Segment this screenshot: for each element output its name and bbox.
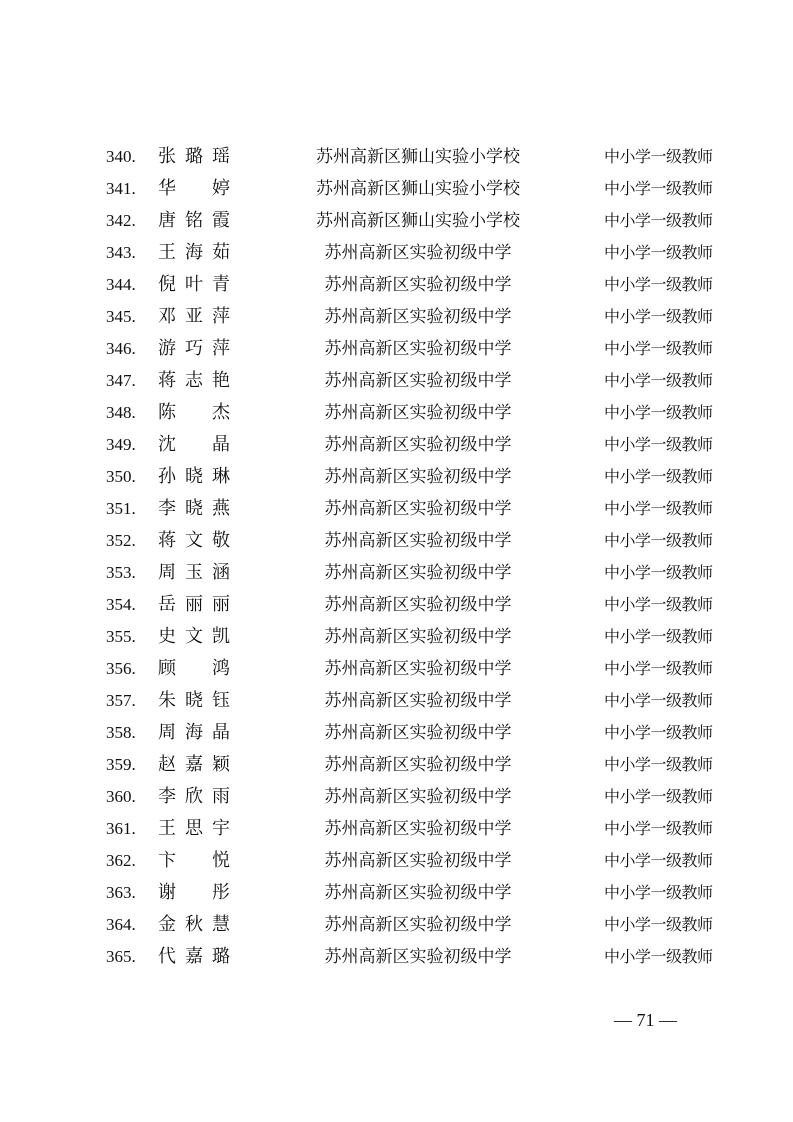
- teacher-name: 王 海 茹: [158, 242, 230, 263]
- row-number: 348.: [106, 403, 136, 422]
- school-name: 苏州高新区狮山实验小学校: [316, 147, 520, 167]
- row-number: 353.: [106, 563, 136, 582]
- teacher-title: 中小学一级教师: [604, 467, 713, 486]
- school-name: 苏州高新区实验初级中学: [324, 659, 512, 679]
- roster-row: [0, 301, 793, 333]
- roster-row: [0, 877, 793, 909]
- roster-row: [0, 621, 793, 653]
- teacher-name: 周 玉 涵: [158, 562, 230, 583]
- school-name: 苏州高新区实验初级中学: [324, 435, 512, 455]
- teacher-name: 赵 嘉 颖: [158, 754, 230, 775]
- teacher-title: 中小学一级教师: [604, 243, 713, 262]
- teacher-title: 中小学一级教师: [604, 819, 713, 838]
- roster-row: [0, 685, 793, 717]
- row-number: 359.: [106, 755, 136, 774]
- teacher-title: 中小学一级教师: [604, 435, 713, 454]
- row-number: 362.: [106, 851, 136, 870]
- teacher-name: 岳 丽 丽: [158, 594, 230, 615]
- school-name: 苏州高新区实验初级中学: [324, 883, 512, 903]
- row-number: 356.: [106, 659, 136, 678]
- roster-row: [0, 909, 793, 941]
- roster-row: [0, 717, 793, 749]
- school-name: 苏州高新区实验初级中学: [324, 531, 512, 551]
- teacher-title: 中小学一级教师: [604, 307, 713, 326]
- row-number: 355.: [106, 627, 136, 646]
- school-name: 苏州高新区实验初级中学: [324, 947, 512, 967]
- teacher-name: 顾 鸿: [158, 658, 230, 679]
- roster-row: [0, 653, 793, 685]
- row-number: 360.: [106, 787, 136, 806]
- teacher-roster-list: [0, 141, 793, 973]
- page-number: — 71 —: [614, 1010, 677, 1030]
- roster-row: [0, 845, 793, 877]
- row-number: 357.: [106, 691, 136, 710]
- teacher-title: 中小学一级教师: [604, 595, 713, 614]
- teacher-name: 倪 叶 青: [158, 274, 230, 295]
- row-number: 358.: [106, 723, 136, 742]
- teacher-title: 中小学一级教师: [604, 179, 713, 198]
- teacher-title: 中小学一级教师: [604, 659, 713, 678]
- row-number: 364.: [106, 915, 136, 934]
- teacher-name: 李 晓 燕: [158, 498, 230, 519]
- school-name: 苏州高新区实验初级中学: [324, 787, 512, 807]
- teacher-name: 张 璐 瑶: [158, 146, 230, 167]
- roster-row: [0, 141, 793, 173]
- roster-row: [0, 557, 793, 589]
- row-number: 341.: [106, 179, 136, 198]
- school-name: 苏州高新区实验初级中学: [324, 339, 512, 359]
- teacher-name: 华 婷: [158, 178, 230, 199]
- roster-row: [0, 749, 793, 781]
- teacher-title: 中小学一级教师: [604, 883, 713, 902]
- roster-row: [0, 429, 793, 461]
- roster-row: [0, 365, 793, 397]
- school-name: 苏州高新区实验初级中学: [324, 371, 512, 391]
- teacher-name: 朱 晓 钰: [158, 690, 230, 711]
- teacher-title: 中小学一级教师: [604, 147, 713, 166]
- school-name: 苏州高新区实验初级中学: [324, 819, 512, 839]
- teacher-title: 中小学一级教师: [604, 691, 713, 710]
- roster-row: [0, 237, 793, 269]
- school-name: 苏州高新区实验初级中学: [324, 499, 512, 519]
- teacher-name: 蒋 文 敬: [158, 530, 230, 551]
- teacher-title: 中小学一级教师: [604, 563, 713, 582]
- teacher-name: 蒋 志 艳: [158, 370, 230, 391]
- teacher-title: 中小学一级教师: [604, 851, 713, 870]
- teacher-title: 中小学一级教师: [604, 723, 713, 742]
- teacher-name: 唐 铭 霞: [158, 210, 230, 231]
- row-number: 347.: [106, 371, 136, 390]
- roster-row: [0, 813, 793, 845]
- school-name: 苏州高新区实验初级中学: [324, 627, 512, 647]
- row-number: 354.: [106, 595, 136, 614]
- row-number: 340.: [106, 147, 136, 166]
- teacher-title: 中小学一级教师: [604, 915, 713, 934]
- row-number: 342.: [106, 211, 136, 230]
- roster-row: [0, 461, 793, 493]
- school-name: 苏州高新区实验初级中学: [324, 723, 512, 743]
- row-number: 343.: [106, 243, 136, 262]
- roster-row: [0, 525, 793, 557]
- roster-row: [0, 173, 793, 205]
- teacher-name: 王 思 宇: [158, 818, 230, 839]
- teacher-name: 游 巧 萍: [158, 338, 230, 359]
- teacher-name: 周 海 晶: [158, 722, 230, 743]
- row-number: 350.: [106, 467, 136, 486]
- row-number: 344.: [106, 275, 136, 294]
- teacher-name: 陈 杰: [158, 402, 230, 423]
- teacher-name: 邓 亚 萍: [158, 306, 230, 327]
- teacher-name: 卞 悦: [158, 850, 230, 871]
- school-name: 苏州高新区狮山实验小学校: [316, 179, 520, 199]
- roster-row: [0, 589, 793, 621]
- row-number: 352.: [106, 531, 136, 550]
- teacher-title: 中小学一级教师: [604, 275, 713, 294]
- row-number: 345.: [106, 307, 136, 326]
- roster-row: [0, 781, 793, 813]
- roster-row: [0, 941, 793, 973]
- teacher-name: 谢 彤: [158, 882, 230, 903]
- teacher-name: 李 欣 雨: [158, 786, 230, 807]
- school-name: 苏州高新区实验初级中学: [324, 691, 512, 711]
- school-name: 苏州高新区狮山实验小学校: [316, 211, 520, 231]
- roster-row: [0, 205, 793, 237]
- teacher-title: 中小学一级教师: [604, 947, 713, 966]
- teacher-name: 沈 晶: [158, 434, 230, 455]
- teacher-title: 中小学一级教师: [604, 211, 713, 230]
- teacher-title: 中小学一级教师: [604, 627, 713, 646]
- teacher-name: 金 秋 慧: [158, 914, 230, 935]
- teacher-title: 中小学一级教师: [604, 499, 713, 518]
- roster-row: [0, 269, 793, 301]
- teacher-title: 中小学一级教师: [604, 755, 713, 774]
- row-number: 351.: [106, 499, 136, 518]
- teacher-name: 代 嘉 璐: [158, 946, 230, 967]
- school-name: 苏州高新区实验初级中学: [324, 563, 512, 583]
- school-name: 苏州高新区实验初级中学: [324, 275, 512, 295]
- school-name: 苏州高新区实验初级中学: [324, 243, 512, 263]
- row-number: 361.: [106, 819, 136, 838]
- school-name: 苏州高新区实验初级中学: [324, 915, 512, 935]
- school-name: 苏州高新区实验初级中学: [324, 307, 512, 327]
- school-name: 苏州高新区实验初级中学: [324, 755, 512, 775]
- roster-row: [0, 493, 793, 525]
- teacher-title: 中小学一级教师: [604, 339, 713, 358]
- row-number: 363.: [106, 883, 136, 902]
- school-name: 苏州高新区实验初级中学: [324, 467, 512, 487]
- roster-row: [0, 397, 793, 429]
- school-name: 苏州高新区实验初级中学: [324, 403, 512, 423]
- teacher-title: 中小学一级教师: [604, 371, 713, 390]
- teacher-title: 中小学一级教师: [604, 787, 713, 806]
- row-number: 349.: [106, 435, 136, 454]
- row-number: 365.: [106, 947, 136, 966]
- teacher-title: 中小学一级教师: [604, 403, 713, 422]
- school-name: 苏州高新区实验初级中学: [324, 851, 512, 871]
- teacher-title: 中小学一级教师: [604, 531, 713, 550]
- teacher-name: 孙 晓 琳: [158, 466, 230, 487]
- row-number: 346.: [106, 339, 136, 358]
- school-name: 苏州高新区实验初级中学: [324, 595, 512, 615]
- roster-row: [0, 333, 793, 365]
- teacher-name: 史 文 凯: [158, 626, 230, 647]
